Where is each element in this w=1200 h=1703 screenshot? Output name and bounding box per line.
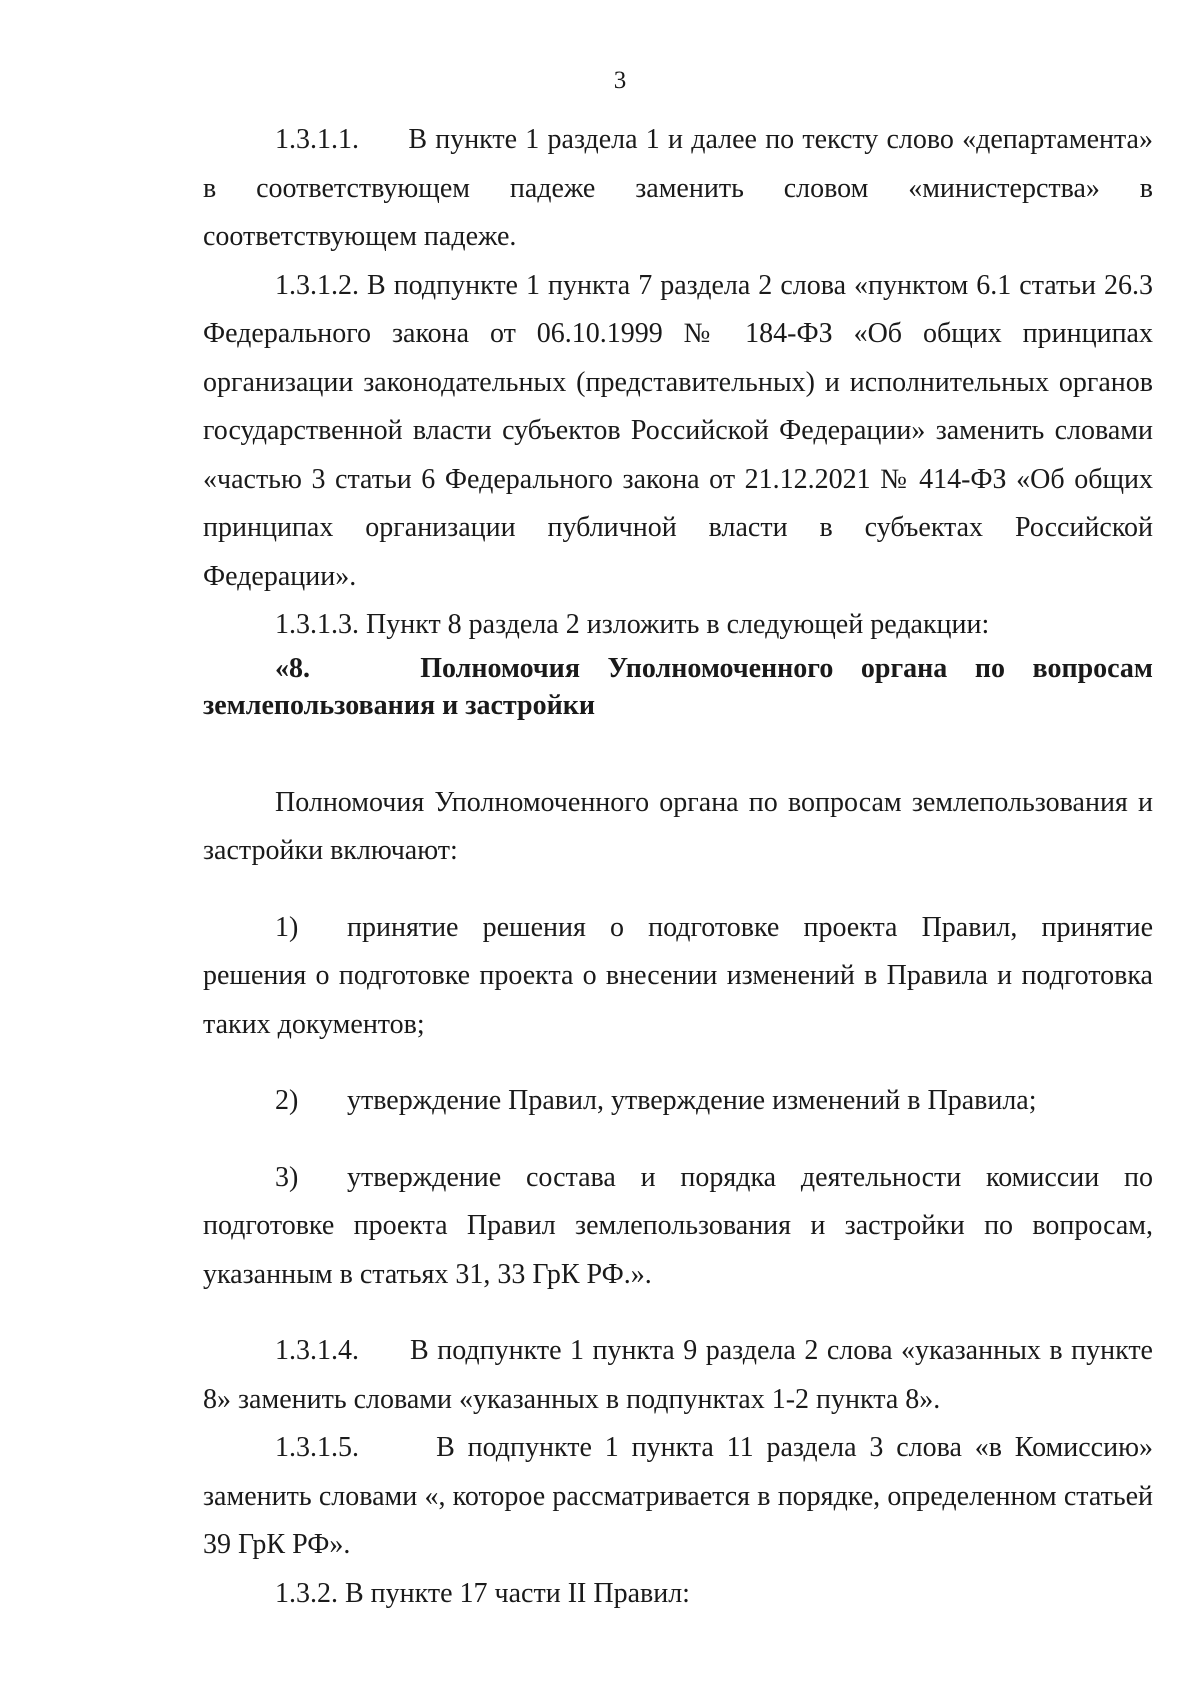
page-number: 3 bbox=[613, 67, 627, 94]
list-item-2 bbox=[203, 1077, 1153, 1126]
paragraph-1-3-1-5: 1.3.1.5. В подпункте 1 пункта 11 раздела 3 слова «в Комиссию» заменить словами «, которое рассматривается в порядке, определенном статьей 39 ГрК РФ». bbox=[203, 1432, 1153, 1560]
section-heading-8: «8. Полномочия Уполномоченного органа по вопросам землепользования и застройки bbox=[203, 652, 1153, 721]
list-item-3 bbox=[203, 1154, 1153, 1300]
paragraph-1-3-1-1: 1.3.1.1. В пункте 1 раздела 1 и далее по тексту слово «департамента» в соответствующем падеже заменить словом «министерства» в соответствующем падеже. bbox=[203, 124, 1153, 252]
list-item-3-number: 3) bbox=[275, 1161, 299, 1193]
list-item-2-number: 2) bbox=[275, 1085, 299, 1116]
paragraph-1-3-1-3: 1.3.1.3. Пункт 8 раздела 2 изложить в следующей редакции: bbox=[275, 609, 990, 640]
list-item-2-text: утверждение Правил, утверждение изменений в Правила; bbox=[347, 1085, 1037, 1116]
list-item-1 bbox=[203, 904, 1153, 1050]
list-item-3-text: утверждение состава и порядка деятельности комиссии по подготовке проекта Правил землепользования и застройки по вопросам, указанным в статьях 31, 33 ГрК РФ.». bbox=[203, 1161, 1153, 1290]
paragraph-powers-intro: Полномочия Уполномоченного органа по вопросам землепользования и застройки включают: bbox=[203, 786, 1153, 866]
paragraph-1-3-1-2: 1.3.1.2. В подпункте 1 пункта 7 раздела 2 слова «пунктом 6.1 статьи 26.3 Федерального закона от 06.10.1999 № 184-ФЗ «Об общих принципах организации законодательных (представительных) и исполнительных органов государственной власти субъектов Российской Федерации» заменить словами «частью 3 статьи 6 Федерального закона от 21.12.2021 № 414-ФЗ «Об общих принципах организации публичной власти в субъектах Российской Федерации». bbox=[203, 269, 1153, 592]
paragraph-1-3-2: 1.3.2. В пункте 17 части II Правил: bbox=[275, 1577, 690, 1609]
document-body bbox=[203, 116, 1153, 1618]
list-item-1-number: 1) bbox=[275, 911, 299, 943]
list-item-1-text: принятие решения о подготовке проекта Правил, принятие решения о подготовке проекта о внесении изменений в Правила и подготовка таких документов; bbox=[203, 911, 1153, 1040]
paragraph-1-3-1-4: 1.3.1.4. В подпункте 1 пункта 9 раздела 2 слова «указанных в пункте 8» заменить словами «указанных в подпунктах 1-2 пункта 8». bbox=[203, 1335, 1153, 1415]
